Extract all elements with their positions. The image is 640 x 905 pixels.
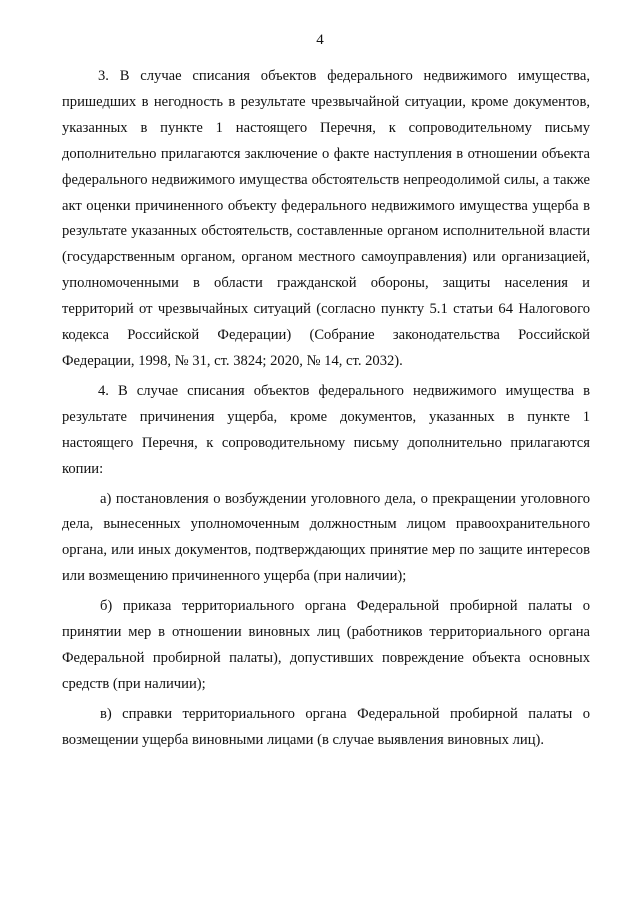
paragraph-4-item-b: б) приказа территориального органа Федеральной пробирной палаты о принятии мер в отношении виновных лиц (работников территориального органа Федеральной пробирной палаты), допустивших повреждение объекта основных средств (при наличии); [62,598,590,692]
document-body [62,64,590,758]
paragraph-4-item-v: в) справки территориального органа Федеральной пробирной палаты о возмещении ущерба виновными лицами (в случае выявления виновных лиц). [62,705,590,748]
paragraph-4: 4. В случае списания объектов федерального недвижимого имущества в результате причинения ущерба, кроме документов, указанных в пункте 1 настоящего Перечня, к сопроводительному письму дополнительно прилагаются копии: [62,382,590,477]
paragraph-3: 3. В случае списания объектов федерального недвижимого имущества, пришедших в негодность в результате чрезвычайной ситуации, кроме документов, указанных в пункте 1 настоящего Перечня, к сопроводительному письму дополнительно прилагаются заключение о факте наступления в отношении объекта федерального недвижимого имущества обстоятельств непреодолимой силы, а также акт оценки причиненного объекту федерального недвижимого имущества ущерба в результате указанных обстоятельств, составленные органом исполнительной власти (государственным органом, органом местного самоуправления) или организацией, уполномоченными в области гражданской обороны, защиты населения и территорий от чрезвычайных ситуаций (согласно пункту 5.1 статьи 64 Налогового кодекса Российской Федерации) (Собрание законодательства Российской Федерации, 1998, № 31, ст. 3824; 2020, № 14, ст. 2032). [62,68,590,369]
page-number: 4 [316,32,324,48]
paragraph-4-item-a: а) постановления о возбуждении уголовного дела, о прекращении уголовного дела, вынесенных уполномоченным должностным лицом правоохранительного органа, или иных документов, подтверждающих принятие мер по защите интересов или возмещению причиненного ущерба (при наличии); [62,490,590,585]
